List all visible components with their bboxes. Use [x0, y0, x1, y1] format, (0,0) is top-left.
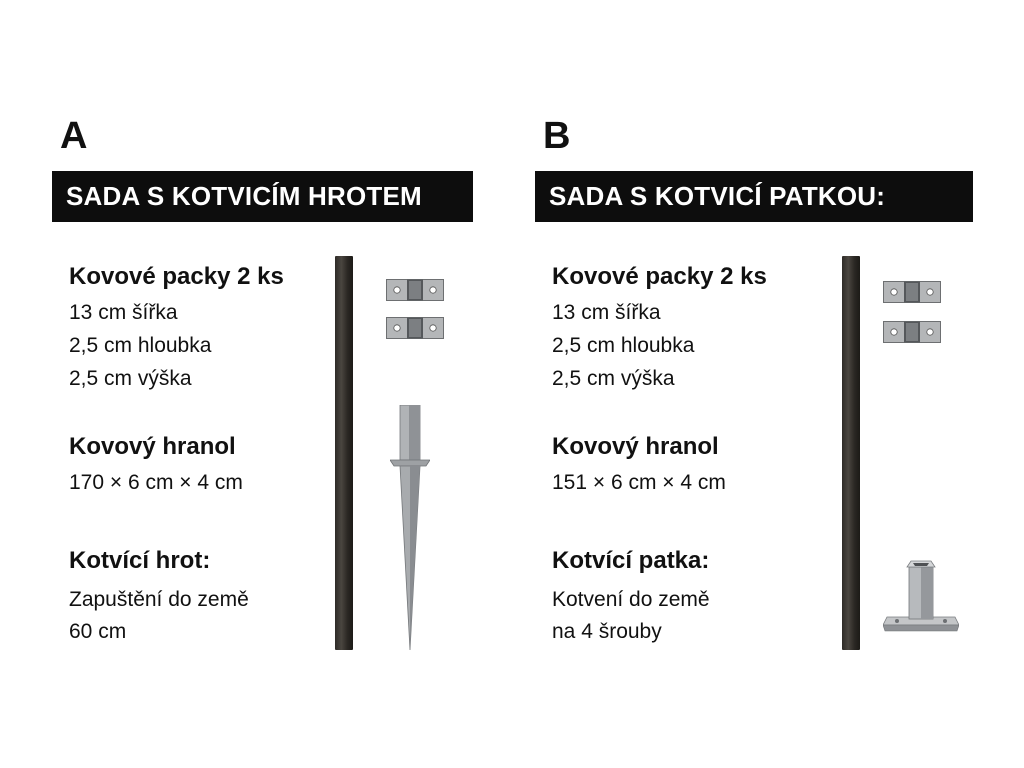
- spec-anchor: [552, 546, 710, 648]
- spec-title: Kotvící hrot:: [69, 547, 211, 574]
- spec-title: Kovové packy 2 ks: [69, 263, 284, 290]
- spec-line: 2,5 cm výška: [69, 367, 192, 390]
- metal-bracket-icon: [883, 321, 941, 343]
- spec-line: 60 cm: [69, 620, 127, 643]
- spec-title: Kotvící patka:: [552, 547, 710, 574]
- spec-line: 151 × 6 cm × 4 cm: [552, 471, 726, 494]
- kit-b-banner: SADA S KOTVICÍ PATKOU:: [535, 171, 973, 222]
- spec-line: 2,5 cm hloubka: [69, 334, 212, 357]
- spec-line: Zapuštění do země: [69, 588, 249, 611]
- spec-anchor: [69, 546, 249, 648]
- spec-line: 170 × 6 cm × 4 cm: [69, 471, 243, 494]
- metal-bracket-icon: [883, 281, 941, 303]
- metal-bracket-icon: [386, 279, 444, 301]
- spec-line: na 4 šrouby: [552, 620, 662, 643]
- spec-post: [69, 432, 243, 499]
- spec-title: Kovový hranol: [69, 433, 236, 460]
- kit-b-panel: [535, 0, 1015, 768]
- metal-bracket-icon: [386, 317, 444, 339]
- spec-line: 13 cm šířka: [69, 301, 178, 324]
- spec-line: 13 cm šířka: [552, 301, 661, 324]
- metal-post-icon: [842, 256, 860, 650]
- kit-a-banner: SADA S KOTVICÍM HROTEM: [52, 171, 473, 222]
- spec-title: Kovový hranol: [552, 433, 719, 460]
- spec-brackets: [552, 262, 767, 395]
- spec-post: [552, 432, 726, 499]
- base-plate-foot-icon: [883, 555, 959, 637]
- spec-title: Kovové packy 2 ks: [552, 263, 767, 290]
- spec-brackets: [69, 262, 284, 395]
- ground-spike-icon: [390, 405, 430, 650]
- metal-post-icon: [335, 256, 353, 650]
- spec-line: Kotvení do země: [552, 588, 710, 611]
- spec-line: 2,5 cm výška: [552, 367, 675, 390]
- spec-line: 2,5 cm hloubka: [552, 334, 695, 357]
- kit-b-letter: B: [543, 115, 571, 157]
- kit-a-letter: A: [60, 115, 88, 157]
- kit-a-panel: [52, 0, 532, 768]
